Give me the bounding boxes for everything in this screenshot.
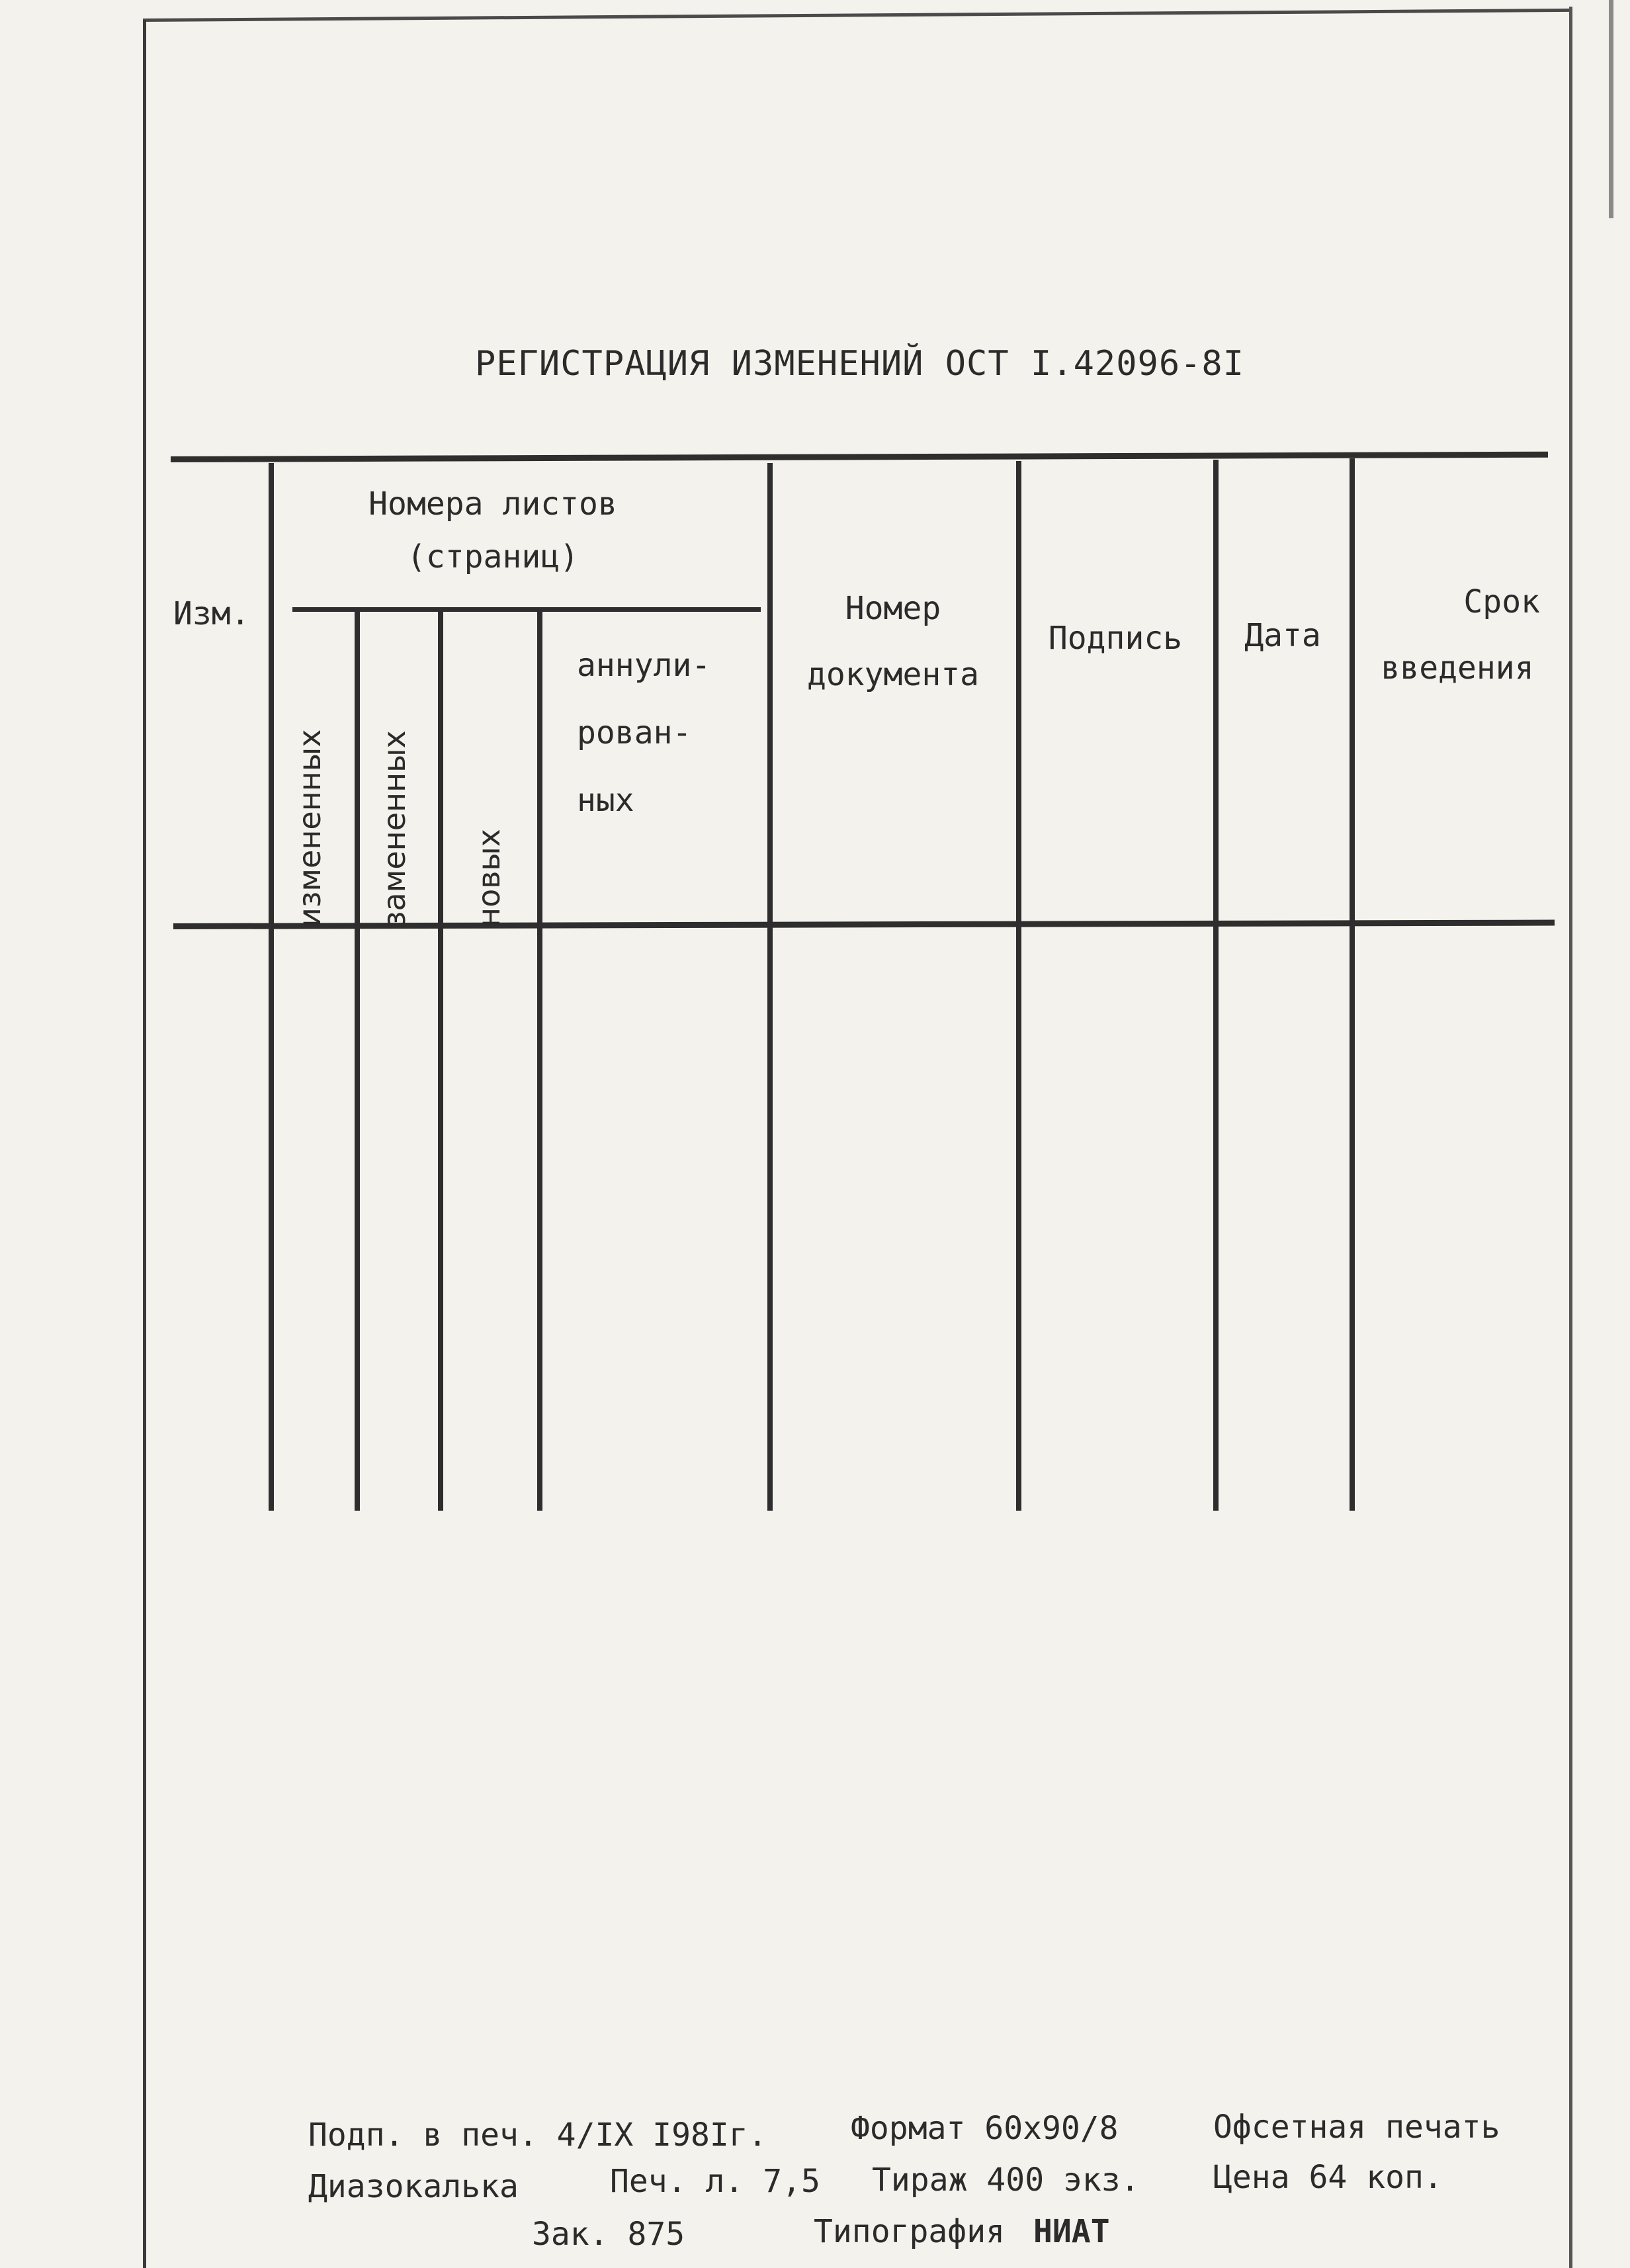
col-group-header-line2: (страниц) — [406, 538, 579, 575]
col-header-term — [1355, 569, 1560, 701]
subcol-header-annulled-line3: ных — [577, 782, 634, 819]
group-header-rule — [292, 607, 761, 612]
imprint-printing-house-label: Типография — [814, 2213, 1005, 2250]
col-header-izm: Изм. — [173, 595, 250, 632]
col-header-document-number — [774, 575, 1012, 708]
column-divider — [1016, 461, 1021, 1511]
col-header-document-number-line1: Номер — [845, 590, 941, 627]
col-header-date: Дата — [1244, 617, 1321, 654]
imprint-material: Диазокалька — [308, 2168, 519, 2205]
col-header-term-line1: Срок — [1463, 583, 1540, 620]
column-divider — [269, 463, 274, 1511]
col-group-header — [291, 478, 695, 583]
imprint-sheets: Печ. л. 7,5 — [610, 2163, 820, 2200]
column-divider — [355, 610, 360, 1511]
imprint-price: Цена 64 коп. — [1213, 2159, 1443, 2196]
imprint-signed-for-print: Подп. в печ. 4/IX I98Iг. — [308, 2117, 767, 2154]
scan-edge-mark — [1609, 0, 1613, 218]
page-frame-top — [143, 9, 1572, 22]
column-divider — [537, 610, 542, 1511]
subcol-header-annulled — [577, 632, 710, 834]
page-title: РЕГИСТРАЦИЯ ИЗМЕНЕНИЙ ОСТ I.42096-8I — [475, 344, 1245, 384]
col-group-header-line1: Номера листов — [368, 485, 617, 523]
col-header-document-number-line2: документа — [806, 656, 980, 693]
page-frame-right — [1569, 7, 1572, 2268]
subcol-header-new: новых — [471, 829, 507, 927]
imprint-print-type: Офсетная печать — [1213, 2109, 1500, 2146]
page-frame-left — [143, 20, 146, 2268]
column-divider — [1350, 458, 1355, 1511]
column-divider — [1213, 460, 1219, 1511]
imprint-order-number: Зак. 875 — [532, 2216, 685, 2253]
col-header-signature: Подпись — [1048, 620, 1183, 657]
column-divider — [767, 463, 773, 1511]
subcol-header-annulled-line2: рован- — [577, 714, 692, 751]
subcol-header-annulled-line1: аннули- — [577, 647, 711, 684]
imprint-printing-house-name: НИАТ — [1033, 2213, 1110, 2250]
col-header-term-line2: введения — [1381, 650, 1534, 687]
subcol-header-changed: измененных — [292, 729, 327, 927]
table-top-rule — [171, 452, 1548, 462]
column-divider — [438, 610, 443, 1511]
imprint-format: Формат 60х90/8 — [851, 2110, 1119, 2147]
subcol-header-replaced: замененных — [376, 730, 412, 927]
imprint-print-run: Тираж 400 экз. — [872, 2162, 1140, 2199]
